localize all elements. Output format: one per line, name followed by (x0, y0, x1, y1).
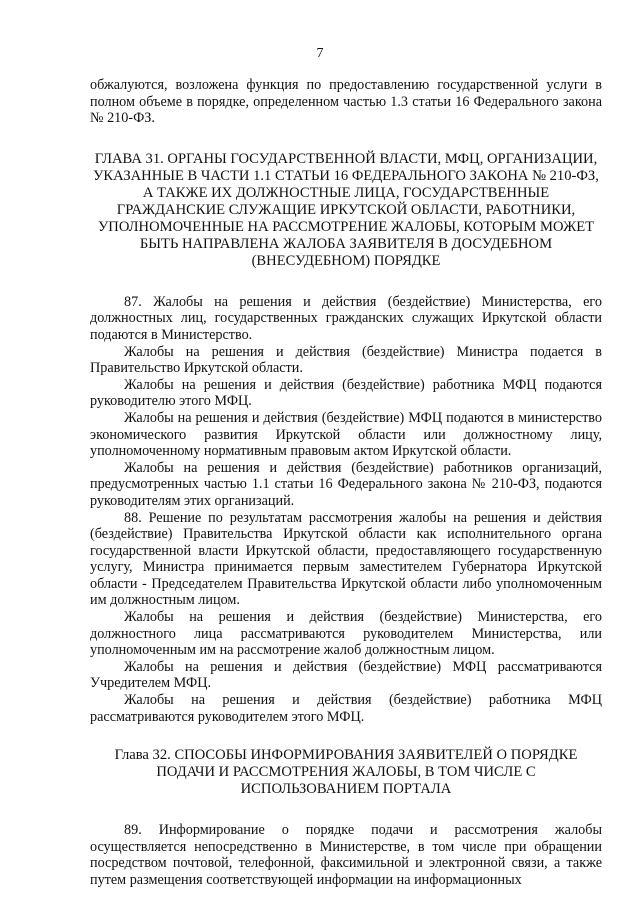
paragraph-mfc-worker-complaints: Жалобы на решения и действия (бездействие) работника МФЦ подаются руководителю этого МФЦ. (90, 376, 602, 410)
paragraph-minister-complaints: Жалобы на решения и действия (бездействие) Министра подается в Правительство Иркутской области. (90, 343, 602, 377)
page-content (90, 77, 602, 889)
paragraph-mfc-complaints: Жалобы на решения и действия (бездействие) МФЦ подаются в министерство экономического развития Иркутской области или должностному лицу, уполномоченному нормативным правовым актом Иркутской области. (90, 409, 602, 460)
intro-paragraph: обжалуются, возложена функция по предоставлению государственной услуги в полном объеме в порядке, определенном частью 1.3 статьи 16 Федерального закона № 210-ФЗ. (90, 77, 602, 127)
paragraph-organization-complaints: Жалобы на решения и действия (бездействие) работников организаций, предусмотренных частью 1.1 статьи 16 Федерального закона № 210-ФЗ, подаются руководителям этих организаций. (90, 459, 602, 509)
paragraph-87: 87. Жалобы на решения и действия (бездействие) Министерства, его должностных лиц, государственных гражданских служащих Иркутской области подаются в Министерство. (90, 293, 602, 343)
paragraph-ministry-review: Жалобы на решения и действия (бездействие) Министерства, его должностного лица рассматриваются руководителем Министерства, или уполномоченным им на рассмотрение жалоб должностным лицом. (90, 609, 602, 659)
paragraph-mfc-founder-review: Жалобы на решения и действия (бездействие) МФЦ рассматриваются Учредителем МФЦ. (90, 658, 602, 692)
paragraph-89: 89. Информирование о порядке подачи и рассмотрения жалобы осуществляется непосредственно в Министерстве, в том числе при обращении посредством почтовой, телефонной, факсимильной и электронной связи, а также путем размещения соответствующей информации на информационных (90, 822, 602, 888)
chapter-32-heading: Глава 32. СПОСОБЫ ИНФОРМИРОВАНИЯ ЗАЯВИТЕЛЕЙ О ПОРЯДКЕ ПОДАЧИ И РАССМОТРЕНИЯ ЖАЛОБЫ, В ТОМ ЧИСЛЕ С ИСПОЛЬЗОВАНИЕМ ПОРТАЛА (114, 747, 578, 798)
page-number: 7 (316, 46, 324, 61)
chapter-31-heading: ГЛАВА 31. ОРГАНЫ ГОСУДАРСТВЕННОЙ ВЛАСТИ, МФЦ, ОРГАНИЗАЦИИ, УКАЗАННЫЕ В ЧАСТИ 1.1 СТАТЬИ 16 ФЕДЕРАЛЬНОГО ЗАКОНА № 210-ФЗ, А ТАКЖЕ ИХ ДОЛЖНОСТНЫЕ ЛИЦА, ГОСУДАРСТВЕННЫЕ ГРАЖДАНСКИЕ СЛУЖАЩИЕ ИРКУТСКОЙ ОБЛАСТИ, РАБОТНИКИ, УПОЛНОМОЧЕННЫЕ НА РАССМОТРЕНИЕ ЖАЛОБЫ, КОТОРЫМ МОЖЕТ БЫТЬ НАПРАВЛЕНА ЖАЛОБА ЗАЯВИТЕЛЯ В ДОСУДЕБНОМ (ВНЕСУДЕБНОМ) ПОРЯДКЕ (93, 150, 599, 269)
paragraph-mfc-head-review: Жалобы на решения и действия (бездействие) работника МФЦ рассматриваются руководителем этого МФЦ. (90, 692, 602, 725)
paragraph-88: 88. Решение по результатам рассмотрения жалобы на решения и действия (бездействие) Правительства Иркутской области как исполнительного органа государственной власти Иркутской области, предоставляющего государственную услугу, Министра принимается первым заместителем Губернатора Иркутской области - Председателем Правительства Иркутской области либо уполномоченным им должностным лицом. (90, 509, 602, 609)
